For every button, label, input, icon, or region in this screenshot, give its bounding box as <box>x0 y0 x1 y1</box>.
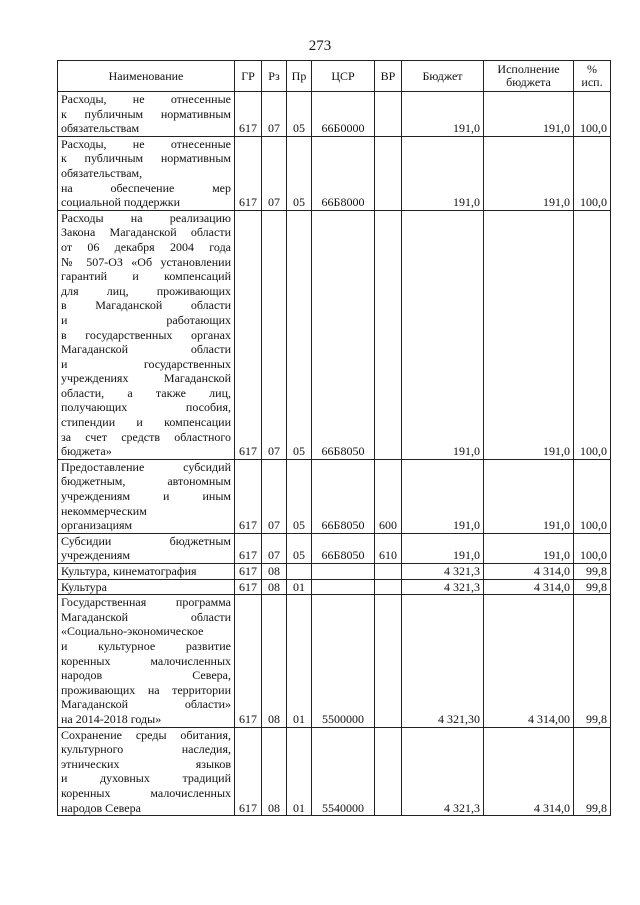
cell-gr: 617 <box>235 595 262 727</box>
cell-execution: 4 314,0 <box>484 727 574 816</box>
cell-csr: 5500000 <box>312 595 375 727</box>
table-row <box>58 136 611 210</box>
cell-rz: 07 <box>262 92 287 137</box>
row-name-line: учреждениях Магаданской <box>61 371 231 386</box>
row-name-line: коренных малочисленных <box>61 653 231 668</box>
row-name-line: и государственных <box>61 356 231 371</box>
row-name-line: для лиц, проживающих <box>61 283 231 298</box>
header-vr: ВР <box>375 61 402 92</box>
row-name-line: Закона Магаданской области <box>61 225 231 240</box>
cell-rz: 08 <box>262 727 287 816</box>
row-name-line: Расходы на реализацию <box>61 210 231 225</box>
row-name-line: и культурное развитие <box>61 638 231 653</box>
cell-gr: 617 <box>235 564 262 580</box>
row-name-cell <box>58 595 235 727</box>
header-csr: ЦСР <box>312 61 375 92</box>
cell-budget: 4 321,3 <box>402 579 484 595</box>
cell-percent: 99,8 <box>574 579 611 595</box>
row-name-line: в Магаданской области <box>61 298 231 313</box>
row-name-cell <box>58 210 235 459</box>
cell-csr: 66Б8050 <box>312 533 375 563</box>
cell-execution: 191,0 <box>484 92 574 137</box>
cell-vr <box>375 92 402 137</box>
cell-csr <box>312 579 375 595</box>
cell-gr: 617 <box>235 727 262 816</box>
row-name-line: учреждениям и иным <box>61 489 231 504</box>
header-budget: Бюджет <box>402 61 484 92</box>
row-name-line: бюджета» <box>61 444 112 459</box>
row-name-line: Расходы, не отнесенные <box>61 92 231 106</box>
row-name-line: Магаданской области <box>61 609 231 624</box>
header-pr: Пр <box>287 61 312 92</box>
cell-csr: 5540000 <box>312 727 375 816</box>
cell-pr <box>287 564 312 580</box>
table-row <box>58 533 611 563</box>
table-row <box>58 210 611 459</box>
row-name-line: обязательствам, <box>61 165 143 180</box>
budget-table <box>57 60 611 816</box>
cell-pr: 05 <box>287 136 312 210</box>
cell-rz: 07 <box>262 533 287 563</box>
row-name-cell <box>58 564 235 580</box>
cell-budget: 4 321,30 <box>402 595 484 727</box>
cell-vr: 610 <box>375 533 402 563</box>
row-name-line: на 2014-2018 годы» <box>61 711 162 726</box>
cell-execution: 191,0 <box>484 533 574 563</box>
cell-gr: 617 <box>235 533 262 563</box>
cell-pr: 05 <box>287 533 312 563</box>
row-name-line: и духовных традиций <box>61 771 231 786</box>
header-name: Наименование <box>58 61 235 92</box>
cell-percent: 100,0 <box>574 459 611 533</box>
cell-rz: 07 <box>262 459 287 533</box>
row-name-line: Культура, кинематография <box>61 564 197 578</box>
cell-rz: 08 <box>262 579 287 595</box>
cell-execution: 4 314,0 <box>484 579 574 595</box>
header-execution: Исполнение бюджета <box>484 61 574 92</box>
cell-execution: 191,0 <box>484 210 574 459</box>
cell-budget: 4 321,3 <box>402 564 484 580</box>
cell-pr: 05 <box>287 210 312 459</box>
cell-budget: 4 321,3 <box>402 727 484 816</box>
cell-pr: 01 <box>287 727 312 816</box>
row-name-line: Культура <box>61 579 107 594</box>
cell-csr: 66Б8050 <box>312 459 375 533</box>
row-name-line: учреждениям <box>61 548 131 563</box>
cell-vr: 600 <box>375 459 402 533</box>
row-name-line: области, а также лиц, <box>61 385 231 400</box>
cell-percent: 100,0 <box>574 92 611 137</box>
cell-csr: 66Б8000 <box>312 136 375 210</box>
row-name-line: Субсидии бюджетным <box>61 533 231 548</box>
cell-budget: 191,0 <box>402 459 484 533</box>
row-name-line: № 507-ОЗ «Об установлении <box>61 254 231 269</box>
row-name-line: Государственная программа <box>61 595 231 610</box>
cell-gr: 617 <box>235 92 262 137</box>
table-row <box>58 564 611 580</box>
cell-budget: 191,0 <box>402 533 484 563</box>
cell-rz: 07 <box>262 210 287 459</box>
row-name-line: от 06 декабря 2004 года <box>61 239 231 254</box>
cell-execution: 4 314,0 <box>484 564 574 580</box>
row-name-cell <box>58 533 235 563</box>
cell-percent: 99,8 <box>574 595 611 727</box>
header-rz: Рз <box>262 61 287 92</box>
row-name-line: Расходы, не отнесенные <box>61 136 231 151</box>
table-row <box>58 727 611 816</box>
row-name-line: на обеспечение мер <box>61 180 231 195</box>
cell-percent: 100,0 <box>574 136 611 210</box>
row-name-cell <box>58 136 235 210</box>
row-name-cell <box>58 727 235 816</box>
row-name-line: в государственных органах <box>61 327 231 342</box>
cell-vr <box>375 579 402 595</box>
cell-budget: 191,0 <box>402 210 484 459</box>
cell-execution: 191,0 <box>484 136 574 210</box>
row-name-line: к публичным нормативным <box>61 151 231 166</box>
cell-vr <box>375 210 402 459</box>
row-name-line: Магаданской области» <box>61 697 231 712</box>
table-row <box>58 92 611 137</box>
cell-gr: 617 <box>235 136 262 210</box>
cell-execution: 4 314,00 <box>484 595 574 727</box>
row-name-line: к публичным нормативным <box>61 106 231 121</box>
row-name-line: Магаданской области <box>61 342 231 357</box>
cell-percent: 100,0 <box>574 533 611 563</box>
row-name-cell <box>58 92 235 137</box>
cell-rz: 08 <box>262 564 287 580</box>
row-name-line: Сохранение среды обитания, <box>61 727 231 742</box>
row-name-line: «Социально-экономическое <box>61 624 204 639</box>
header-percent: % исп. <box>574 61 611 92</box>
cell-percent: 100,0 <box>574 210 611 459</box>
row-name-line: гарантий и компенсаций <box>61 269 231 284</box>
table-header-row <box>58 61 611 92</box>
cell-execution: 191,0 <box>484 459 574 533</box>
cell-pr: 01 <box>287 579 312 595</box>
table-row <box>58 459 611 533</box>
row-name-line: Предоставление субсидий <box>61 459 231 474</box>
table-row <box>58 595 611 727</box>
cell-vr <box>375 564 402 580</box>
row-name-cell <box>58 579 235 595</box>
cell-percent: 99,8 <box>574 727 611 816</box>
row-name-line: некоммерческим <box>61 503 147 518</box>
row-name-line: коренных малочисленных <box>61 785 231 800</box>
page-number: 273 <box>308 38 332 54</box>
cell-vr <box>375 727 402 816</box>
row-name-line: за счет средств областного <box>61 429 231 444</box>
cell-pr: 05 <box>287 459 312 533</box>
row-name-line: народов Севера, <box>61 668 231 683</box>
cell-budget: 191,0 <box>402 92 484 137</box>
cell-pr: 05 <box>287 92 312 137</box>
row-name-line: обязательствам <box>61 121 140 136</box>
cell-rz: 08 <box>262 595 287 727</box>
row-name-line: бюджетным, автономным <box>61 474 231 489</box>
cell-vr <box>375 595 402 727</box>
table-row <box>58 579 611 595</box>
header-gr: ГР <box>235 61 262 92</box>
cell-csr: 66Б8050 <box>312 210 375 459</box>
cell-csr: 66Б0000 <box>312 92 375 137</box>
row-name-line: культурного наследия, <box>61 742 231 757</box>
cell-rz: 07 <box>262 136 287 210</box>
row-name-line: и работающих <box>61 312 231 327</box>
row-name-line: организациям <box>61 518 133 533</box>
table-body <box>58 92 611 816</box>
cell-gr: 617 <box>235 579 262 595</box>
row-name-line: этнических языков <box>61 756 231 771</box>
row-name-line: стипендии и компенсации <box>61 415 231 430</box>
cell-vr <box>375 136 402 210</box>
cell-percent: 99,8 <box>574 564 611 580</box>
cell-gr: 617 <box>235 459 262 533</box>
cell-pr: 01 <box>287 595 312 727</box>
cell-gr: 617 <box>235 210 262 459</box>
cell-csr <box>312 564 375 580</box>
cell-budget: 191,0 <box>402 136 484 210</box>
row-name-line: социальной поддержки <box>61 195 181 210</box>
row-name-line: проживающих на территории <box>61 682 231 697</box>
row-name-line: получающих пособия, <box>61 400 231 415</box>
row-name-line: народов Севера <box>61 800 141 815</box>
row-name-cell <box>58 459 235 533</box>
